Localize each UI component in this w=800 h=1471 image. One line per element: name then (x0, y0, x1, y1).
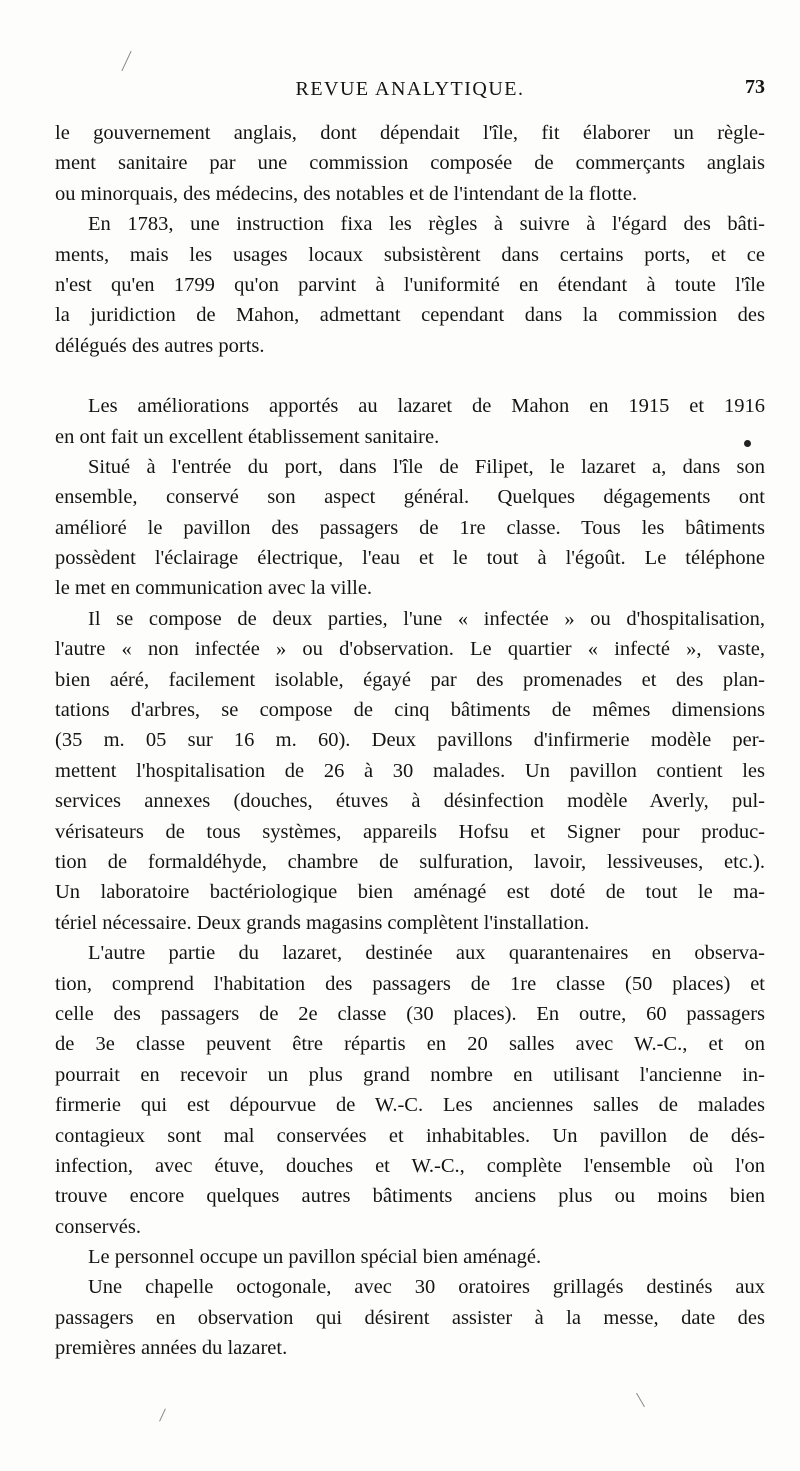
text-line: amélioré le pavillon des passagers de 1re classe. Tous les bâtiments (55, 516, 765, 539)
page-header (55, 76, 765, 106)
text-line: Situé à l'entrée du port, dans l'île de Filipet, le lazaret a, dans son (88, 455, 765, 478)
paragraph (55, 1272, 765, 1363)
text-line: le met en communication avec la ville. (55, 577, 373, 600)
section-gap (55, 361, 765, 391)
text-line: passagers en observation qui désirent assister à la messe, date des (55, 1306, 765, 1329)
scan-mark (159, 1408, 166, 1421)
text-line: mettent l'hospitalisation de 26 à 30 malades. Un pavillon contient les (55, 759, 765, 782)
text-line: tations d'arbres, se compose de cinq bâtiments de mêmes dimensions (55, 699, 765, 722)
body-text (55, 118, 765, 1364)
text-line: de 3e classe peuvent être répartis en 20 salles avec W.-C., et on (55, 1033, 765, 1056)
text-line: trouve encore quelques autres bâtiments anciens plus ou moins bien (55, 1185, 765, 1208)
page-number: 73 (745, 76, 765, 98)
text-line: n'est qu'en 1799 qu'on parvint à l'uniformité en étendant à toute l'île (55, 273, 765, 296)
text-line: ment sanitaire par une commission composée de commerçants anglais (55, 152, 765, 175)
scan-mark (636, 1393, 645, 1407)
text-line: services annexes (douches, étuves à désinfection modèle Averly, pul- (55, 790, 765, 813)
text-line: L'autre partie du lazaret, destinée aux quarantenaires en observa- (88, 942, 765, 965)
paragraph (55, 1242, 765, 1272)
paragraph (55, 604, 765, 938)
text-line: conservés. (55, 1215, 141, 1238)
ink-dot (744, 440, 751, 447)
text-line: tériel nécessaire. Deux grands magasins complètent l'installation. (55, 911, 590, 934)
text-line: Un laboratoire bactériologique bien aménagé est doté de tout le ma- (55, 881, 765, 904)
text-line: contagieux sont mal conservées et inhabitables. Un pavillon de dés- (55, 1124, 765, 1147)
running-title: REVUE ANALYTIQUE. (295, 78, 525, 100)
paragraph (55, 118, 765, 209)
text-line: vérisateurs de tous systèmes, appareils Hofsu et Signer pour produc- (55, 820, 765, 843)
text-line: la juridiction de Mahon, admettant cependant dans la commission des (55, 304, 765, 327)
text-line: (35 m. 05 sur 16 m. 60). Deux pavillons d'infirmerie modèle per- (55, 729, 765, 752)
text-line: bien aéré, facilement isolable, égayé par des promenades et des plan- (55, 668, 765, 691)
text-line: possèdent l'éclairage électrique, l'eau et le tout à l'égoût. Le téléphone (55, 547, 765, 570)
text-line: Les améliorations apportés au lazaret de Mahon en 1915 et 1916 (88, 395, 765, 418)
text-line: Une chapelle octogonale, avec 30 oratoires grillagés destinés aux (88, 1276, 765, 1299)
text-line: en ont fait un excellent établissement sanitaire. (55, 425, 440, 448)
text-line: tion de formaldéhyde, chambre de sulfuration, lavoir, lessiveuses, etc.). (55, 850, 765, 873)
text-line: délégués des autres ports. (55, 334, 265, 357)
text-line: ensemble, conservé son aspect général. Quelques dégagements ont (55, 486, 765, 509)
paragraph (55, 452, 765, 604)
text-line: le gouvernement anglais, dont dépendait l'île, fit élaborer un règle- (55, 122, 765, 144)
text-line: premières années du lazaret. (55, 1337, 288, 1360)
text-line: pourrait en recevoir un plus grand nombre en utilisant l'ancienne in- (55, 1063, 765, 1086)
text-line: infection, avec étuve, douches et W.-C., complète l'ensemble où l'on (55, 1154, 765, 1177)
text-line: celle des passagers de 2e classe (30 places). En outre, 60 passagers (55, 1002, 765, 1025)
paragraph (55, 209, 765, 361)
paragraph (55, 391, 765, 452)
scan-mark (121, 51, 131, 71)
text-line: l'autre « non infectée » ou d'observation. Le quartier « infecté », vaste, (55, 638, 765, 661)
text-line: tion, comprend l'habitation des passagers de 1re classe (50 places) et (55, 972, 765, 995)
text-line: ments, mais les usages locaux subsistèrent dans certains ports, et ce (55, 243, 765, 266)
text-line: firmerie qui est dépourvue de W.-C. Les anciennes salles de malades (55, 1094, 765, 1117)
text-line: ou minorquais, des médecins, des notables et de l'intendant de la flotte. (55, 182, 638, 205)
text-line: Le personnel occupe un pavillon spécial bien aménagé. (88, 1246, 542, 1269)
paragraph (55, 938, 765, 1242)
text-line: Il se compose de deux parties, l'une « infectée » ou d'hospitalisation, (88, 607, 765, 630)
text-line: En 1783, une instruction fixa les règles à suivre à l'égard des bâti- (88, 213, 765, 236)
